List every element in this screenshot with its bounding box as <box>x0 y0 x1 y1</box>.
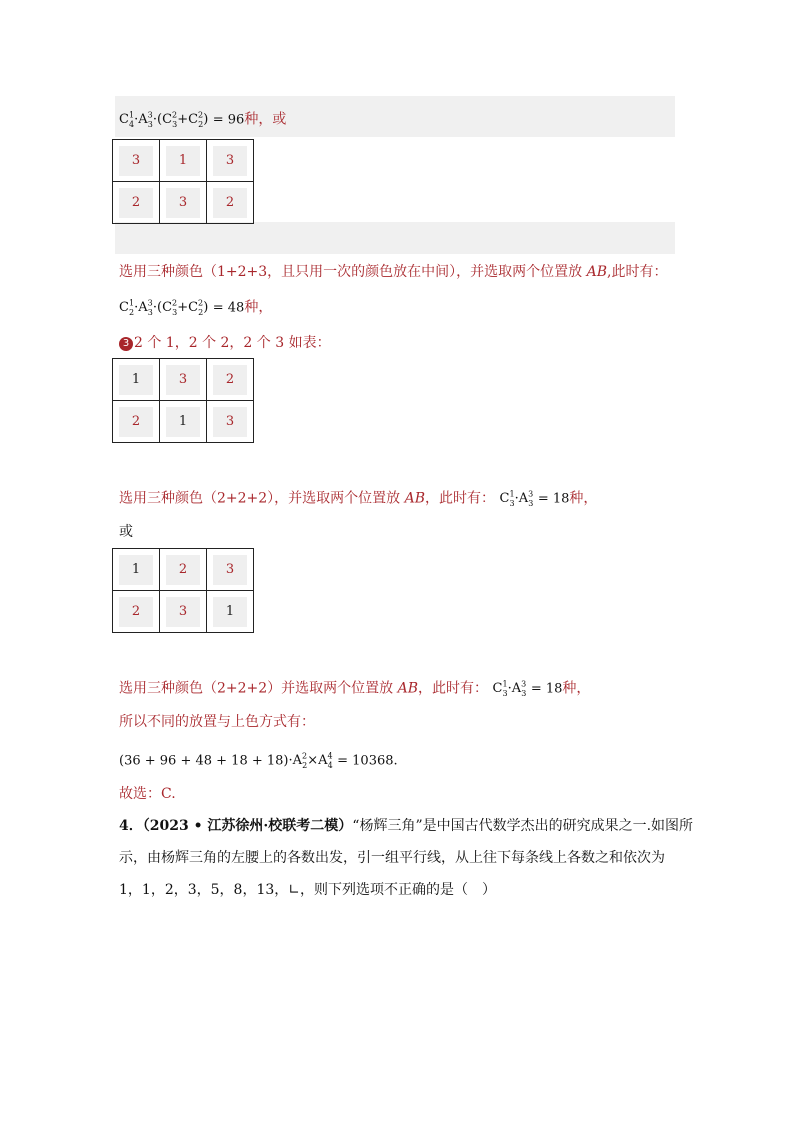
formula-tail: 种， <box>244 299 273 316</box>
table-row <box>113 591 254 633</box>
table-cell: 3 <box>213 555 247 585</box>
table-cell: 3 <box>166 365 200 395</box>
table-row <box>113 549 254 591</box>
table-cell: 3 <box>166 188 200 218</box>
table-cell: 2 <box>119 597 153 627</box>
table-cell: 2 <box>166 555 200 585</box>
question-4-line-2: 示，由杨辉三角的左腰上的各数出发，引一组平行线，从上往下每条线上各数之和依次为 <box>119 850 665 866</box>
formula-expression: $C^1_4\cdot A^3_3\cdot(C^2_3+C^2_2)$ <box>119 111 209 129</box>
table-cell: 3 <box>119 146 153 176</box>
case-3-heading: 3 2 个 1，2 个 2，2 个 3 如表： <box>119 333 331 353</box>
summary-text: 所以不同的放置与上色方式有： <box>119 714 315 730</box>
table-cell: 2 <box>213 188 247 218</box>
table-cell: 2 <box>119 188 153 218</box>
table-cell: 1 <box>166 146 200 176</box>
paragraph-3: 选用三种颜色（2+2+2）并选取两个位置放 AB，此时有： $C^1_3\cdot A^3_3 = 18$种， <box>119 680 591 698</box>
paragraph-1: 选用三种颜色（1+2+3，且只用一次的颜色放在中间），并选取两个位置放 AB,此时有： <box>119 264 668 280</box>
table-row <box>113 401 254 443</box>
question-source: （2023 • 江苏徐州·校联考二模） <box>142 818 353 834</box>
table-row <box>113 140 254 182</box>
answer-text: 故选：C. <box>119 786 176 802</box>
formula-result: = 48 <box>212 300 245 316</box>
formula-line-2 <box>119 294 272 323</box>
table-cell: 2 <box>213 365 247 395</box>
question-number: 4． <box>119 818 143 834</box>
formula-line-1 <box>119 106 286 135</box>
color-table-1 <box>112 139 254 224</box>
question-4-line-1: 4．（2023 • 江苏徐州·校联考二模）“杨辉三角”是中国古代数学杰出的研究成果之一.如图所 <box>119 818 694 834</box>
formula-tail: 种，或 <box>244 111 287 128</box>
color-table-3 <box>112 548 254 633</box>
formula-result: = 96 <box>212 112 245 128</box>
highlight-band-2 <box>115 222 675 254</box>
table-cell: 1 <box>213 597 247 627</box>
total-formula: $(36 + 96 + 48 + 18 + 18)\cdot A^2_2\times A^4_4 = 10368$. <box>119 752 398 770</box>
or-text: 或 <box>119 524 133 540</box>
table-cell: 1 <box>119 555 153 585</box>
table-cell: 3 <box>166 597 200 627</box>
color-table-2 <box>112 358 254 443</box>
question-4-line-3: 1，1，2，3，5，8，13，∟，则下列选项不正确的是（ ） <box>119 882 496 898</box>
circled-number: 3 <box>119 337 133 351</box>
formula-expression: $C^1_2\cdot A^3_3\cdot(C^2_3+C^2_2)$ <box>119 299 209 317</box>
table-cell: 1 <box>119 365 153 395</box>
table-cell: 3 <box>213 407 247 437</box>
table-cell: 2 <box>119 407 153 437</box>
table-cell: 3 <box>213 146 247 176</box>
table-row <box>113 359 254 401</box>
table-row <box>113 182 254 224</box>
table-cell: 1 <box>166 407 200 437</box>
paragraph-2: 选用三种颜色（2+2+2），并选取两个位置放 AB，此时有： $C^1_3\cdot A^3_3 = 18$种， <box>119 490 598 508</box>
